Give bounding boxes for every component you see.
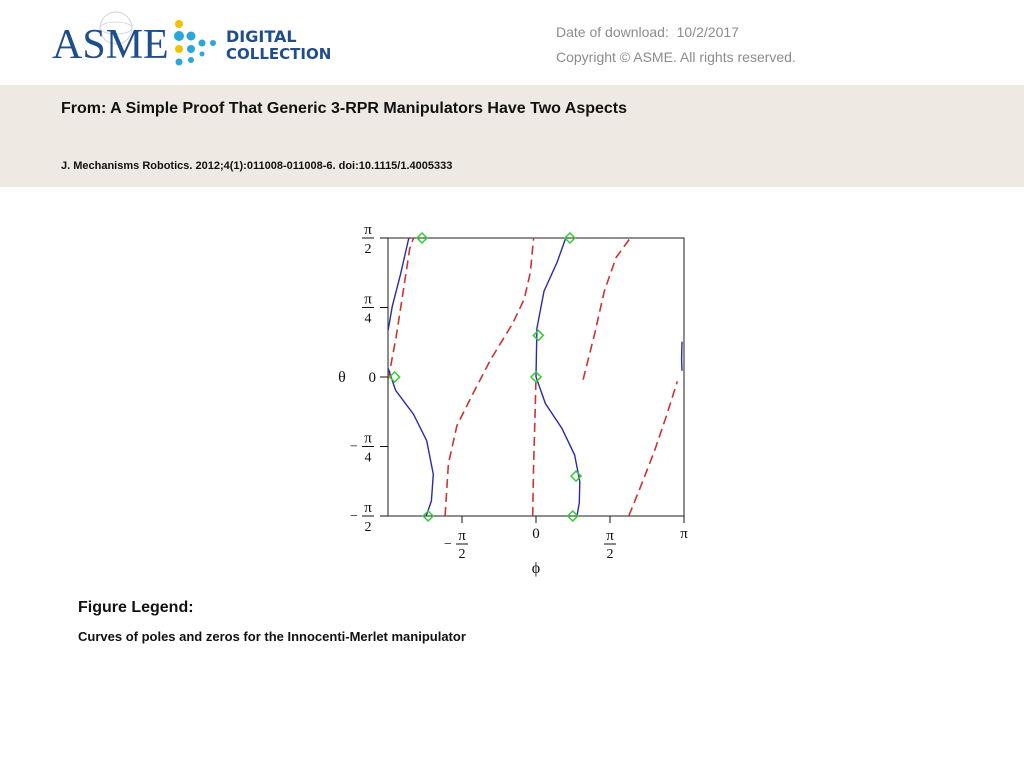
y-tick-den-0: 2 bbox=[364, 242, 372, 257]
y-axis-label: θ bbox=[338, 369, 346, 386]
y-tick-sign-4: − bbox=[350, 509, 358, 524]
pole-curve-4 bbox=[583, 238, 630, 380]
download-date: 10/2/2017 bbox=[676, 24, 739, 40]
logo-line1: DIGITAL bbox=[226, 27, 297, 46]
download-line bbox=[556, 20, 796, 45]
page-header bbox=[0, 0, 1024, 85]
download-meta bbox=[556, 20, 796, 70]
x-tick-label-1: 0 bbox=[532, 526, 540, 542]
zero-curve-3 bbox=[536, 377, 580, 516]
x-tick-label-3: π bbox=[680, 526, 688, 542]
logo-brand: ASME bbox=[52, 22, 169, 68]
zero-curve-0 bbox=[388, 238, 409, 330]
pole-curve-3 bbox=[629, 381, 678, 516]
pole-curve-1 bbox=[445, 238, 533, 516]
copyright-text: Copyright © ASME. All rights reserved. bbox=[556, 49, 796, 65]
y-tick-den-3: 4 bbox=[364, 450, 372, 466]
figure-legend-text: Curves of poles and zeros for the Innocenti-Merlet manipulator bbox=[78, 629, 466, 644]
x-tick-den-2: 2 bbox=[606, 547, 614, 562]
download-label: Date of download: bbox=[556, 24, 669, 40]
zero-curve-2 bbox=[536, 238, 566, 377]
y-tick-den-1: 4 bbox=[364, 311, 372, 327]
zero-curve-1 bbox=[388, 368, 433, 516]
dots-icon bbox=[174, 20, 216, 66]
x-tick-sign-0: − bbox=[444, 537, 452, 552]
diamond-marker-2 bbox=[533, 330, 543, 340]
y-tick-num-3: π bbox=[364, 430, 372, 447]
figure-legend-heading: Figure Legend: bbox=[78, 599, 194, 616]
logo-line2: COLLECTION bbox=[226, 45, 332, 63]
article-citation: J. Mechanisms Robotics. 2012;4(1):011008-011008-6. doi:10.1115/1.4005333 bbox=[61, 160, 453, 172]
y-tick-num-0: π bbox=[364, 222, 372, 238]
pole-curve-2 bbox=[533, 377, 536, 516]
article-title: From: A Simple Proof That Generic 3-RPR Manipulators Have Two Aspects bbox=[61, 100, 628, 117]
x-tick-num-2: π bbox=[606, 528, 614, 544]
x-axis-label: ϕ bbox=[531, 560, 541, 577]
y-tick-den-4: 2 bbox=[364, 520, 372, 535]
y-tick-sign-3: − bbox=[350, 439, 358, 455]
y-tick-num-4: π bbox=[364, 500, 372, 516]
y-tick-num-1: π bbox=[364, 291, 372, 308]
x-tick-num-0: π bbox=[458, 528, 466, 544]
x-tick-den-0: 2 bbox=[458, 547, 466, 562]
poles-zeros-chart bbox=[330, 220, 690, 580]
asme-digital-collection-logo bbox=[52, 8, 352, 74]
y-tick-label-2: 0 bbox=[368, 370, 376, 386]
